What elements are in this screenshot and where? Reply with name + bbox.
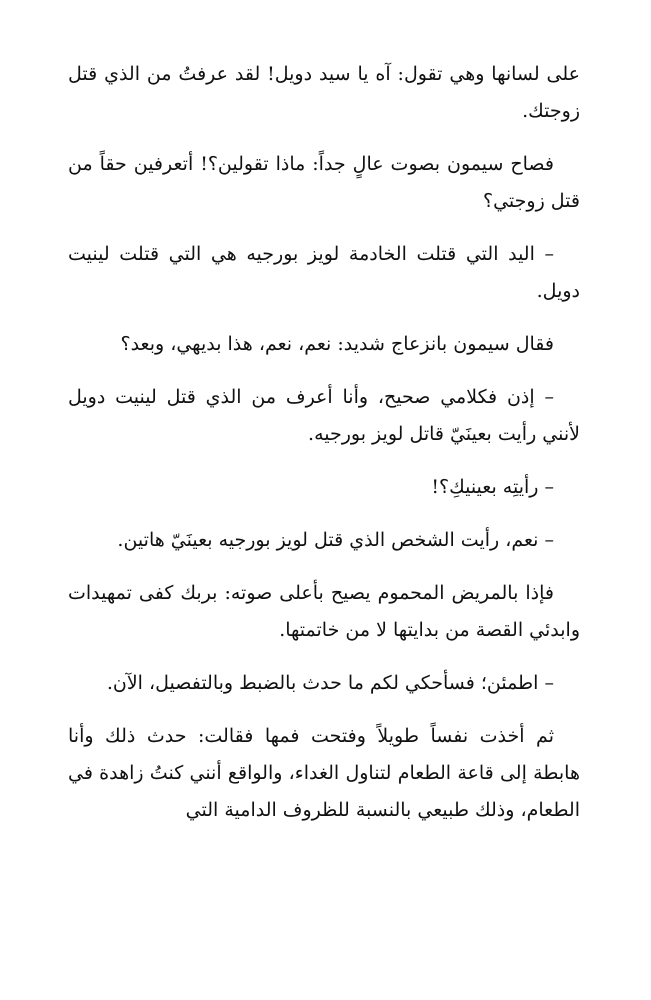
paragraph-9: – اطمئن؛ فسأحكي لكم ما حدث بالضبط وبالتفصيل، الآن.	[106, 672, 554, 694]
paragraph-7: – نعم، رأيت الشخص الذي قتل لويز بورجيه بعينَيّ هاتين.	[117, 529, 554, 551]
paragraph-8: فإذا بالمريض المحموم يصيح بأعلى صوته: بربك كفى تمهيدات وابدئي القصة من بدايتها لا من خاتمتها.	[68, 582, 580, 641]
paragraph-4: فقال سيمون بانزعاج شديد: نعم، نعم، هذا بديهي، وبعد؟	[120, 333, 554, 355]
paragraph-2: فصاح سيمون بصوت عالٍ جداً: ماذا تقولين؟! أتعرفين حقاً من قتل زوجتي؟	[68, 153, 580, 212]
book-page	[68, 56, 580, 845]
paragraph-6: – رأيتِه بعينيكِ؟!	[431, 476, 554, 498]
paragraph-5: – إذن فكلامي صحيح، وأنا أعرف من الذي قتل لينيت دويل لأنني رأيت بعينَيّ قاتل لويز بورجيه.	[68, 386, 580, 445]
paragraph-10: ثم أخذت نفساً طويلاً وفتحت فمها فقالت: حدث ذلك وأنا هابطة إلى قاعة الطعام لتناول الغداء، والواقع أنني كنتُ زاهدة في الطعام، وذلك طبيعي بالنسبة للظروف الدامية التي	[68, 725, 580, 821]
paragraph-3: – اليد التي قتلت الخادمة لويز بورجيه هي التي قتلت لينيت دويل.	[68, 243, 580, 302]
paragraph-1: على لسانها وهي تقول: آه يا سيد دويل! لقد عرفتُ من الذي قتل زوجتك.	[68, 63, 580, 122]
